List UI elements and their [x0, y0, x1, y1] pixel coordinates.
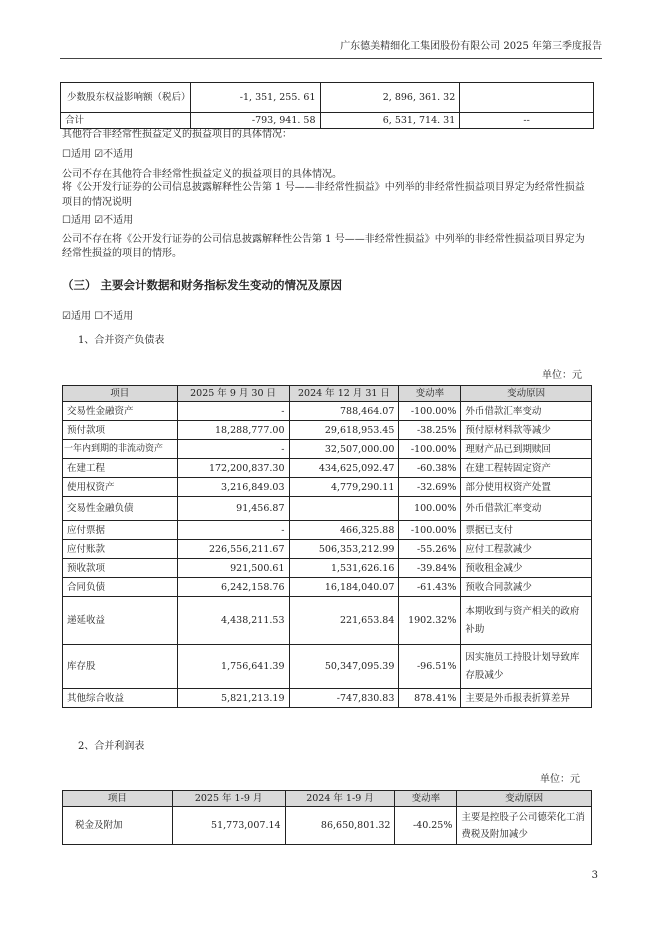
table-row [63, 578, 592, 597]
current-value: - [177, 402, 289, 421]
item-cell: 一年内到期的非流动资产 [63, 440, 178, 459]
item-cell: 在建工程 [63, 459, 178, 478]
change-rate: -61.43% [399, 578, 461, 597]
paragraph: 将《公开发行证券的公司信息披露解释性公告第 1 号——非经常性损益》中列举的非经常性损益项目界定为经常性损益 [62, 182, 585, 193]
table-row [63, 440, 592, 459]
section-title: （三） 主要会计数据和财务指标发生变动的情况及原因 [62, 278, 343, 292]
change-reason: 理财产品已到期赎回 [461, 440, 592, 459]
prior-value: 29,618,953.45 [289, 421, 399, 440]
applicability-checkbox: ☑适用 ☐不适用 [62, 311, 134, 322]
change-reason: 因实施员工持股计划导致库存股减少 [461, 645, 592, 689]
prior-value: 16,184,040.07 [289, 578, 399, 597]
change-rate: -96.51% [399, 645, 461, 689]
change-reason: 本期收到与资产相关的政府补助 [461, 597, 592, 645]
row-label: 合计 [61, 113, 191, 129]
column-header: 变动率 [399, 386, 461, 402]
income-statement-table [62, 790, 592, 845]
table-header-row [63, 791, 592, 807]
table-row [63, 497, 592, 521]
item-cell: 应付票据 [63, 521, 178, 540]
prior-value: 32,507,000.00 [289, 440, 399, 459]
table-row [63, 597, 592, 645]
table-row [63, 402, 592, 421]
column-header: 变动原因 [457, 791, 592, 807]
unit-label: 单位：元 [540, 774, 580, 785]
amount-cell: -1, 351, 255. 61 [190, 83, 320, 113]
item-cell: 库存股 [63, 645, 178, 689]
item-cell: 使用权资产 [63, 478, 178, 497]
prior-value: -747,830.83 [289, 689, 399, 708]
change-rate: 878.41% [399, 689, 461, 708]
change-reason: 票据已支付 [461, 521, 592, 540]
balance-sheet-table [62, 385, 592, 708]
item-cell: 其他综合收益 [63, 689, 178, 708]
current-value: 1,756,641.39 [177, 645, 289, 689]
amount-cell: -793, 941. 58 [190, 113, 320, 129]
current-value: 3,216,849.03 [177, 478, 289, 497]
prior-value: 506,353,212.99 [289, 540, 399, 559]
change-reason: 外币借款汇率变动 [461, 402, 592, 421]
note-cell: -- [460, 113, 594, 129]
amount-cell: 6, 531, 714. 31 [320, 113, 460, 129]
column-header: 2025 年 9 月 30 日 [177, 386, 289, 402]
current-value: 51,773,007.14 [172, 807, 285, 845]
applicability-checkbox: ☐适用 ☑不适用 [62, 149, 134, 160]
change-reason: 部分使用权资产处置 [461, 478, 592, 497]
change-rate: -55.26% [399, 540, 461, 559]
current-value: - [177, 440, 289, 459]
prior-value: 434,625,092.47 [289, 459, 399, 478]
table-row [61, 113, 594, 129]
current-value: 921,500.61 [177, 559, 289, 578]
change-reason: 预付原材料款等减少 [461, 421, 592, 440]
page-header: 广东德美精细化工集团股份有限公司 2025 年第三季度报告 [60, 36, 602, 59]
item-cell: 税金及附加 [63, 807, 173, 845]
prior-value: 50,347,095.39 [289, 645, 399, 689]
current-value: 91,456.87 [177, 497, 289, 521]
prior-value: 788,464.07 [289, 402, 399, 421]
current-value: 172,200,837.30 [177, 459, 289, 478]
prior-value: 221,653.84 [289, 597, 399, 645]
current-value: 18,288,777.00 [177, 421, 289, 440]
table-header-row [63, 386, 592, 402]
current-value: 226,556,211.67 [177, 540, 289, 559]
change-reason: 外币借款汇率变动 [461, 497, 592, 521]
change-rate: 1902.32% [399, 597, 461, 645]
non-recurring-summary-table [60, 82, 594, 129]
table-row [63, 645, 592, 689]
item-cell: 合同负债 [63, 578, 178, 597]
change-reason: 主要是控股子公司德荣化工消费税及附加减少 [457, 807, 592, 845]
item-cell: 交易性金融资产 [63, 402, 178, 421]
table-row [63, 559, 592, 578]
column-header: 2024 年 1-9 月 [285, 791, 395, 807]
paragraph: 项目的情况说明 [62, 197, 132, 208]
page-number: 3 [591, 870, 598, 881]
paragraph: 公司不存在将《公开发行证券的公司信息披露解释性公告第 1 号——非经常性损益》中列举的非经常性损益项目界定为 [62, 234, 585, 245]
paragraph: 其他符合非经常性损益定义的损益项目的具体情况： [62, 129, 292, 140]
prior-value: 466,325.88 [289, 521, 399, 540]
subsection-title: 1、合并资产负债表 [78, 335, 165, 346]
column-header: 项目 [63, 791, 173, 807]
table-row [63, 521, 592, 540]
table-row [63, 459, 592, 478]
amount-cell: 2, 896, 361. 32 [320, 83, 460, 113]
column-header: 项目 [63, 386, 178, 402]
table-row [63, 540, 592, 559]
change-rate: -60.38% [399, 459, 461, 478]
change-reason: 预收合同款减少 [461, 578, 592, 597]
change-reason: 预收租金减少 [461, 559, 592, 578]
row-label: 少数股东权益影响额（税后） [61, 83, 191, 113]
unit-label: 单位：元 [542, 370, 582, 381]
change-reason: 主要是外币报表折算差异 [461, 689, 592, 708]
prior-value: 86,650,801.32 [285, 807, 395, 845]
current-value: 6,242,158.76 [177, 578, 289, 597]
prior-value [289, 497, 399, 521]
change-reason: 应付工程款减少 [461, 540, 592, 559]
change-rate: 100.00% [399, 497, 461, 521]
paragraph: 公司不存在其他符合非经常性损益定义的损益项目的具体情况。 [62, 169, 342, 180]
table-row [63, 807, 592, 845]
item-cell: 预收款项 [63, 559, 178, 578]
column-header: 2025 年 1-9 月 [172, 791, 285, 807]
item-cell: 递延收益 [63, 597, 178, 645]
column-header: 变动原因 [461, 386, 592, 402]
table-row [63, 421, 592, 440]
column-header: 变动率 [395, 791, 457, 807]
current-value: 5,821,213.19 [177, 689, 289, 708]
change-rate: -100.00% [399, 521, 461, 540]
change-rate: -32.69% [399, 478, 461, 497]
current-value: 4,438,211.53 [177, 597, 289, 645]
change-reason: 在建工程转固定资产 [461, 459, 592, 478]
table-row [63, 478, 592, 497]
change-rate: -38.25% [399, 421, 461, 440]
subsection-title: 2、合并利润表 [78, 741, 145, 752]
item-cell: 交易性金融负债 [63, 497, 178, 521]
column-header: 2024 年 12 月 31 日 [289, 386, 399, 402]
change-rate: -100.00% [399, 440, 461, 459]
change-rate: -39.84% [399, 559, 461, 578]
note-cell [460, 83, 594, 113]
item-cell: 预付款项 [63, 421, 178, 440]
current-value: - [177, 521, 289, 540]
table-row [63, 689, 592, 708]
applicability-checkbox: ☐适用 ☑不适用 [62, 215, 134, 226]
table-row [61, 83, 594, 113]
change-rate: -40.25% [395, 807, 457, 845]
paragraph: 经常性损益的项目的情形。 [62, 248, 182, 259]
change-rate: -100.00% [399, 402, 461, 421]
item-cell: 应付账款 [63, 540, 178, 559]
prior-value: 1,531,626.16 [289, 559, 399, 578]
prior-value: 4,779,290.11 [289, 478, 399, 497]
